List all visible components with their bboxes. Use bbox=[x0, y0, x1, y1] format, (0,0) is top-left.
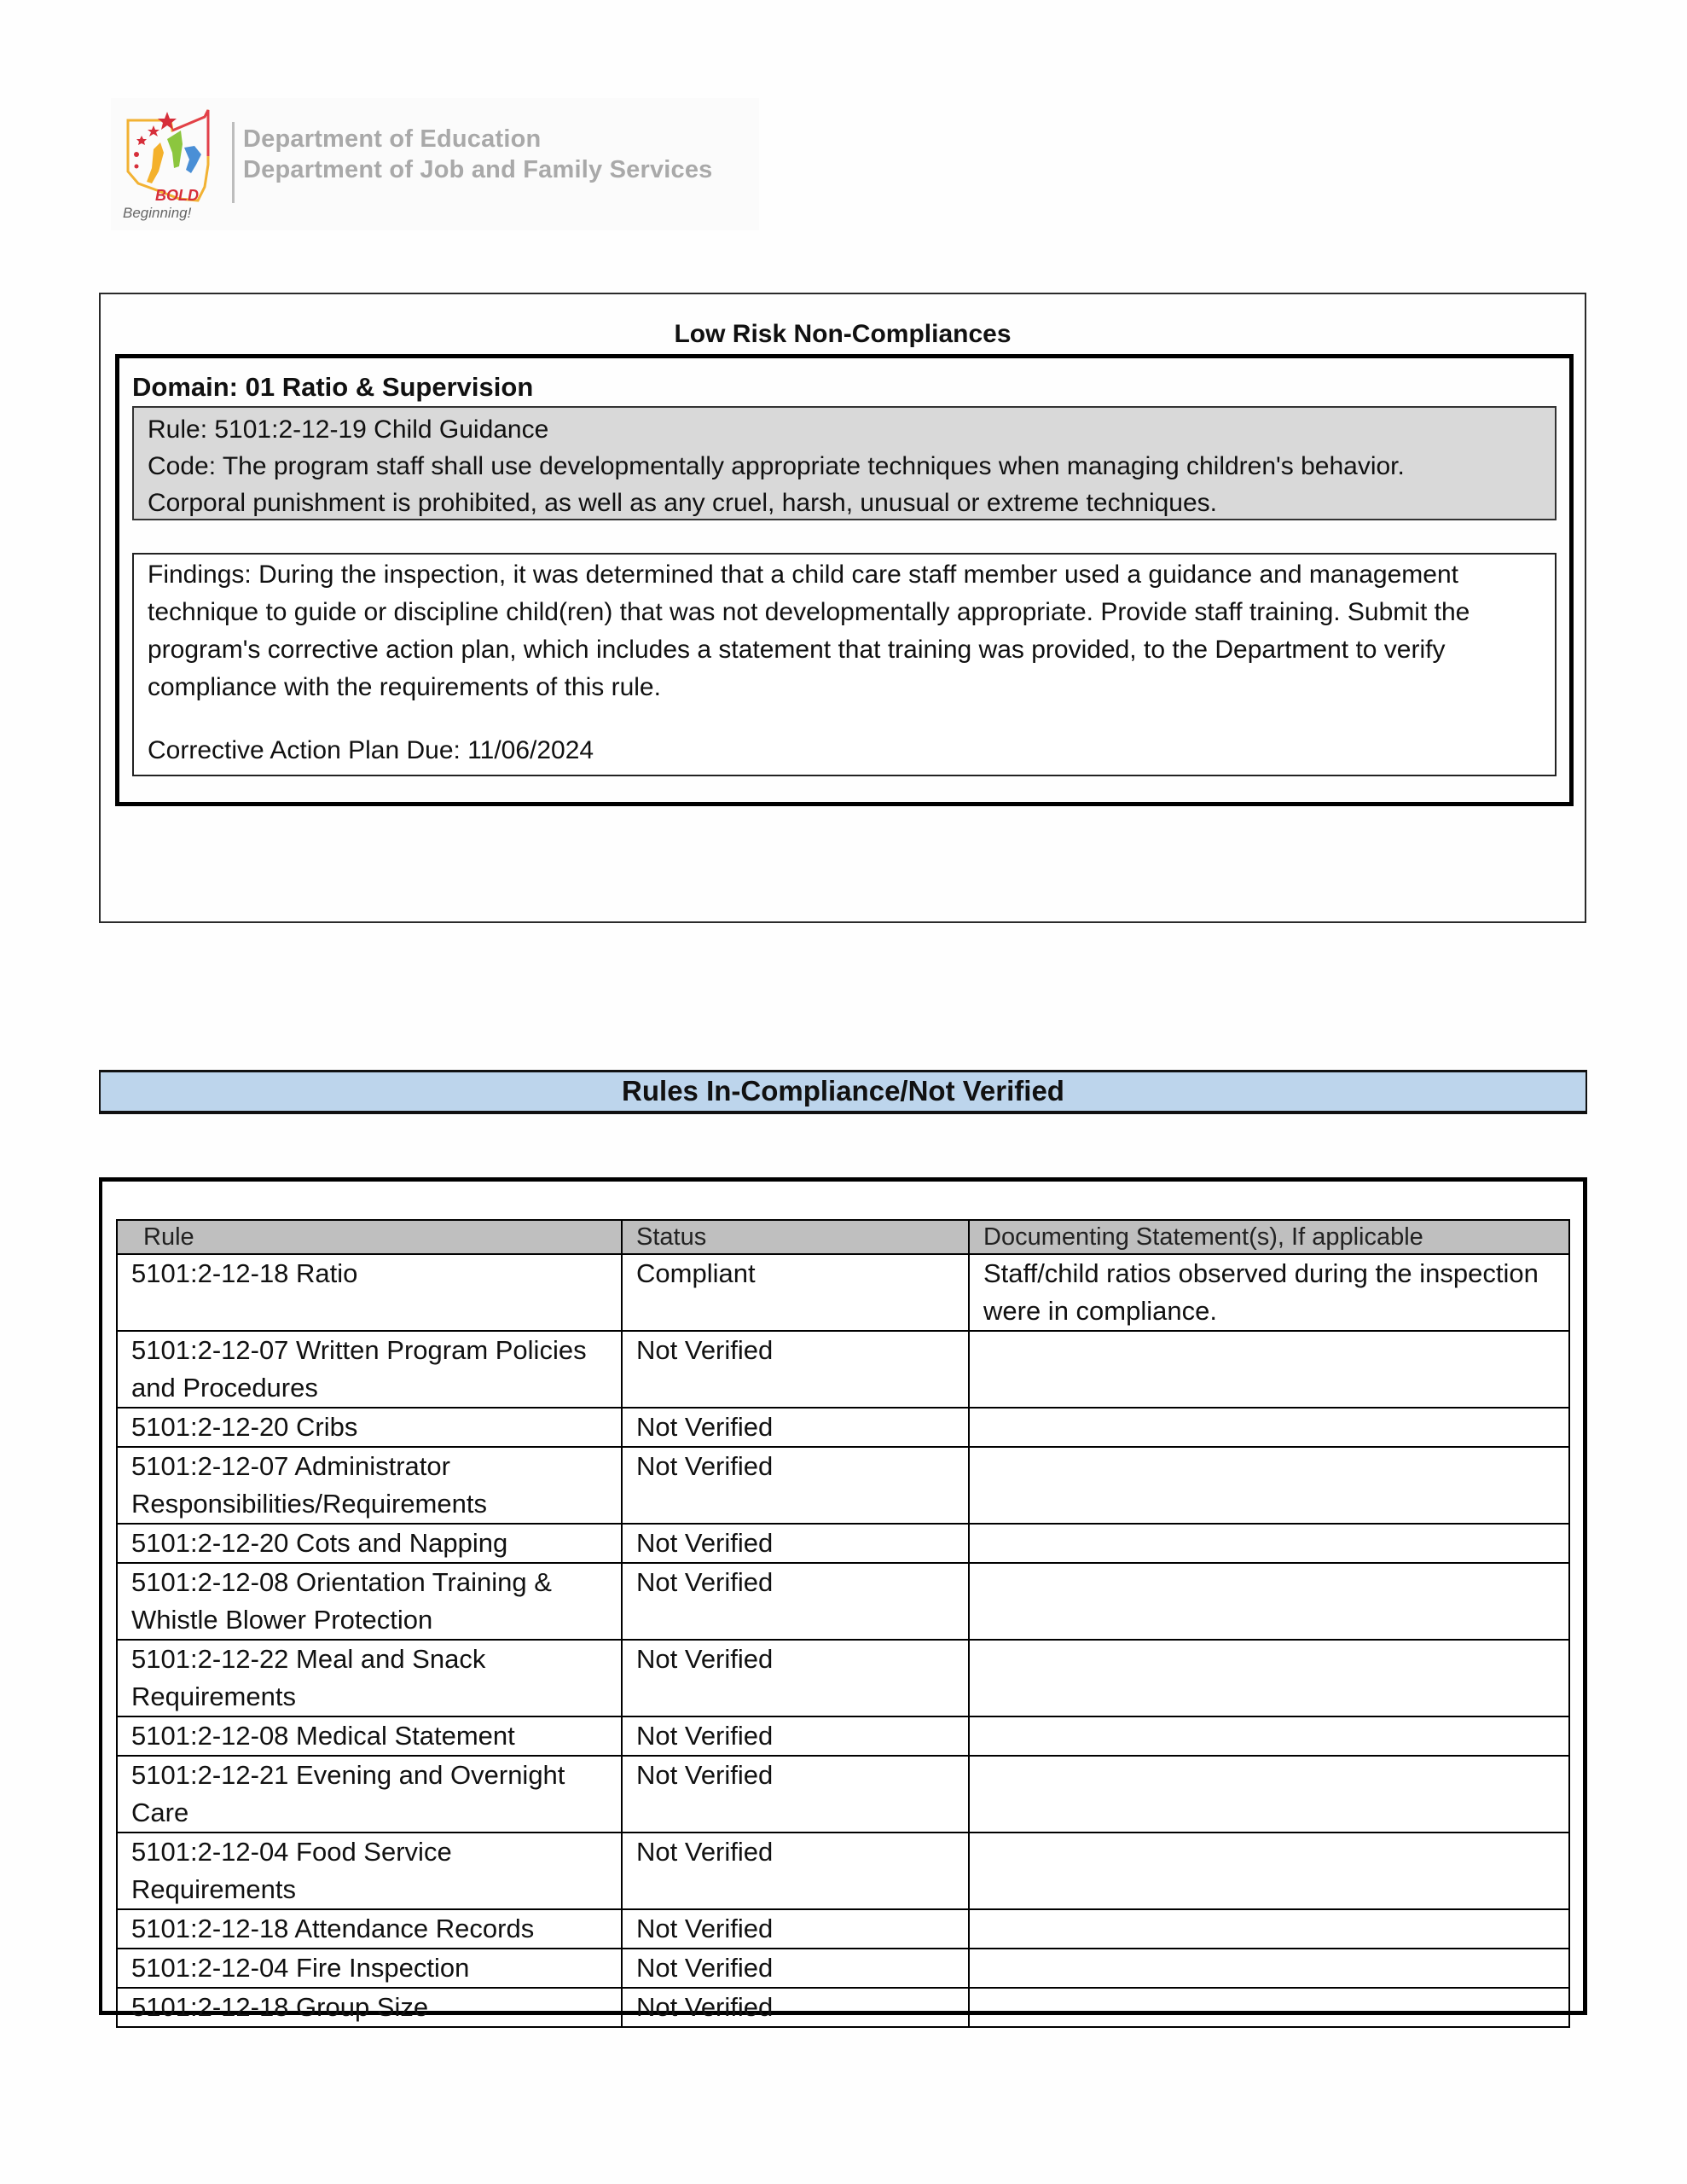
table-header-row bbox=[117, 1220, 1569, 1254]
table-row bbox=[117, 1563, 1569, 1640]
status-cell: Not Verified bbox=[622, 1408, 969, 1447]
logo-divider bbox=[232, 122, 235, 203]
statement-cell bbox=[969, 1331, 1569, 1408]
rule-cell: 5101:2-12-08 Orientation Training & Whistle Blower Protection bbox=[117, 1563, 622, 1640]
table-row bbox=[117, 1756, 1569, 1833]
svg-text:Beginning!: Beginning! bbox=[123, 205, 192, 221]
table-row bbox=[117, 1833, 1569, 1909]
statement-cell bbox=[969, 1716, 1569, 1756]
findings-text: Findings: During the inspection, it was determined that a child care staff member used a guidance and management technique to guide or discipline child(ren) that was not developmentally appropriate. Provide staff training. Submit the program's corrective action plan, which includes a statement that training was provided, to the Department to verify compliance with the requirements of this rule. bbox=[148, 561, 1470, 701]
table-row bbox=[117, 1988, 1569, 2027]
svg-text:BOLD: BOLD bbox=[155, 187, 199, 204]
rule-cell: 5101:2-12-20 Cots and Napping bbox=[117, 1524, 622, 1563]
low-risk-section bbox=[99, 293, 1586, 923]
column-header-rule: Rule bbox=[117, 1220, 622, 1254]
table-row bbox=[117, 1408, 1569, 1447]
status-cell: Not Verified bbox=[622, 1640, 969, 1716]
column-header-statement: Documenting Statement(s), If applicable bbox=[969, 1220, 1569, 1254]
compliance-banner: Rules In-Compliance/Not Verified bbox=[99, 1070, 1587, 1114]
status-cell: Not Verified bbox=[622, 1756, 969, 1833]
statement-cell bbox=[969, 1563, 1569, 1640]
status-cell: Compliant bbox=[622, 1254, 969, 1331]
rule-cell: 5101:2-12-18 Attendance Records bbox=[117, 1909, 622, 1949]
table-row bbox=[117, 1331, 1569, 1408]
statement-cell bbox=[969, 1447, 1569, 1524]
rule-cell: 5101:2-12-20 Cribs bbox=[117, 1408, 622, 1447]
low-risk-title: Low Risk Non-Compliances bbox=[674, 320, 1012, 348]
compliance-table-container bbox=[99, 1177, 1587, 2022]
statement-cell bbox=[969, 1408, 1569, 1447]
status-cell: Not Verified bbox=[622, 1447, 969, 1524]
statement-cell bbox=[969, 1833, 1569, 1909]
status-cell: Not Verified bbox=[622, 1909, 969, 1949]
statement-cell bbox=[969, 1909, 1569, 1949]
statement-cell bbox=[969, 1988, 1569, 2027]
statement-cell bbox=[969, 1640, 1569, 1716]
statement-cell: Staff/child ratios observed during the inspection were in compliance. bbox=[969, 1254, 1569, 1331]
statement-cell bbox=[969, 1949, 1569, 1988]
table-row bbox=[117, 1909, 1569, 1949]
bold-beginning-logo bbox=[119, 105, 222, 224]
status-cell: Not Verified bbox=[622, 1524, 969, 1563]
compliance-table bbox=[116, 1219, 1570, 2028]
rule-box bbox=[132, 406, 1557, 520]
rule-cell: 5101:2-12-07 Administrator Responsibilities/Requirements bbox=[117, 1447, 622, 1524]
rule-cell: 5101:2-12-04 Fire Inspection bbox=[117, 1949, 622, 1988]
statement-cell bbox=[969, 1524, 1569, 1563]
domain-box bbox=[115, 354, 1574, 806]
rule-label: Rule: 5101:2-12-19 Child Guidance bbox=[148, 415, 549, 444]
rule-cell: 5101:2-12-07 Written Program Policies and Procedures bbox=[117, 1331, 622, 1408]
status-cell: Not Verified bbox=[622, 1716, 969, 1756]
rule-cell: 5101:2-12-18 Group Size bbox=[117, 1988, 622, 2027]
rule-cell: 5101:2-12-21 Evening and Overnight Care bbox=[117, 1756, 622, 1833]
table-row bbox=[117, 1524, 1569, 1563]
status-cell: Not Verified bbox=[622, 1833, 969, 1909]
findings-box bbox=[132, 553, 1557, 776]
status-cell: Not Verified bbox=[622, 1563, 969, 1640]
department-jfs-label: Department of Job and Family Services bbox=[243, 156, 713, 183]
table-row bbox=[117, 1716, 1569, 1756]
ohio-children-logo-icon bbox=[119, 105, 222, 224]
corrective-action-due: Corrective Action Plan Due: 11/06/2024 bbox=[148, 736, 594, 764]
agency-header bbox=[111, 98, 759, 230]
rule-cell: 5101:2-12-18 Ratio bbox=[117, 1254, 622, 1331]
table-row bbox=[117, 1640, 1569, 1716]
status-cell: Not Verified bbox=[622, 1988, 969, 2027]
domain-heading: Domain: 01 Ratio & Supervision bbox=[132, 372, 534, 402]
table-row bbox=[117, 1447, 1569, 1524]
column-header-status: Status bbox=[622, 1220, 969, 1254]
rule-cell: 5101:2-12-08 Medical Statement bbox=[117, 1716, 622, 1756]
status-cell: Not Verified bbox=[622, 1949, 969, 1988]
table-row bbox=[117, 1254, 1569, 1331]
rule-cell: 5101:2-12-22 Meal and Snack Requirements bbox=[117, 1640, 622, 1716]
department-education-label: Department of Education bbox=[243, 125, 542, 153]
statement-cell bbox=[969, 1756, 1569, 1833]
status-cell: Not Verified bbox=[622, 1331, 969, 1408]
code-line-2: Corporal punishment is prohibited, as well as any cruel, harsh, unusual or extreme techniques. bbox=[148, 489, 1217, 517]
code-line-1: Code: The program staff shall use developmentally appropriate techniques when managing children's behavior. bbox=[148, 452, 1405, 480]
rule-cell: 5101:2-12-04 Food Service Requirements bbox=[117, 1833, 622, 1909]
table-row bbox=[117, 1949, 1569, 1988]
